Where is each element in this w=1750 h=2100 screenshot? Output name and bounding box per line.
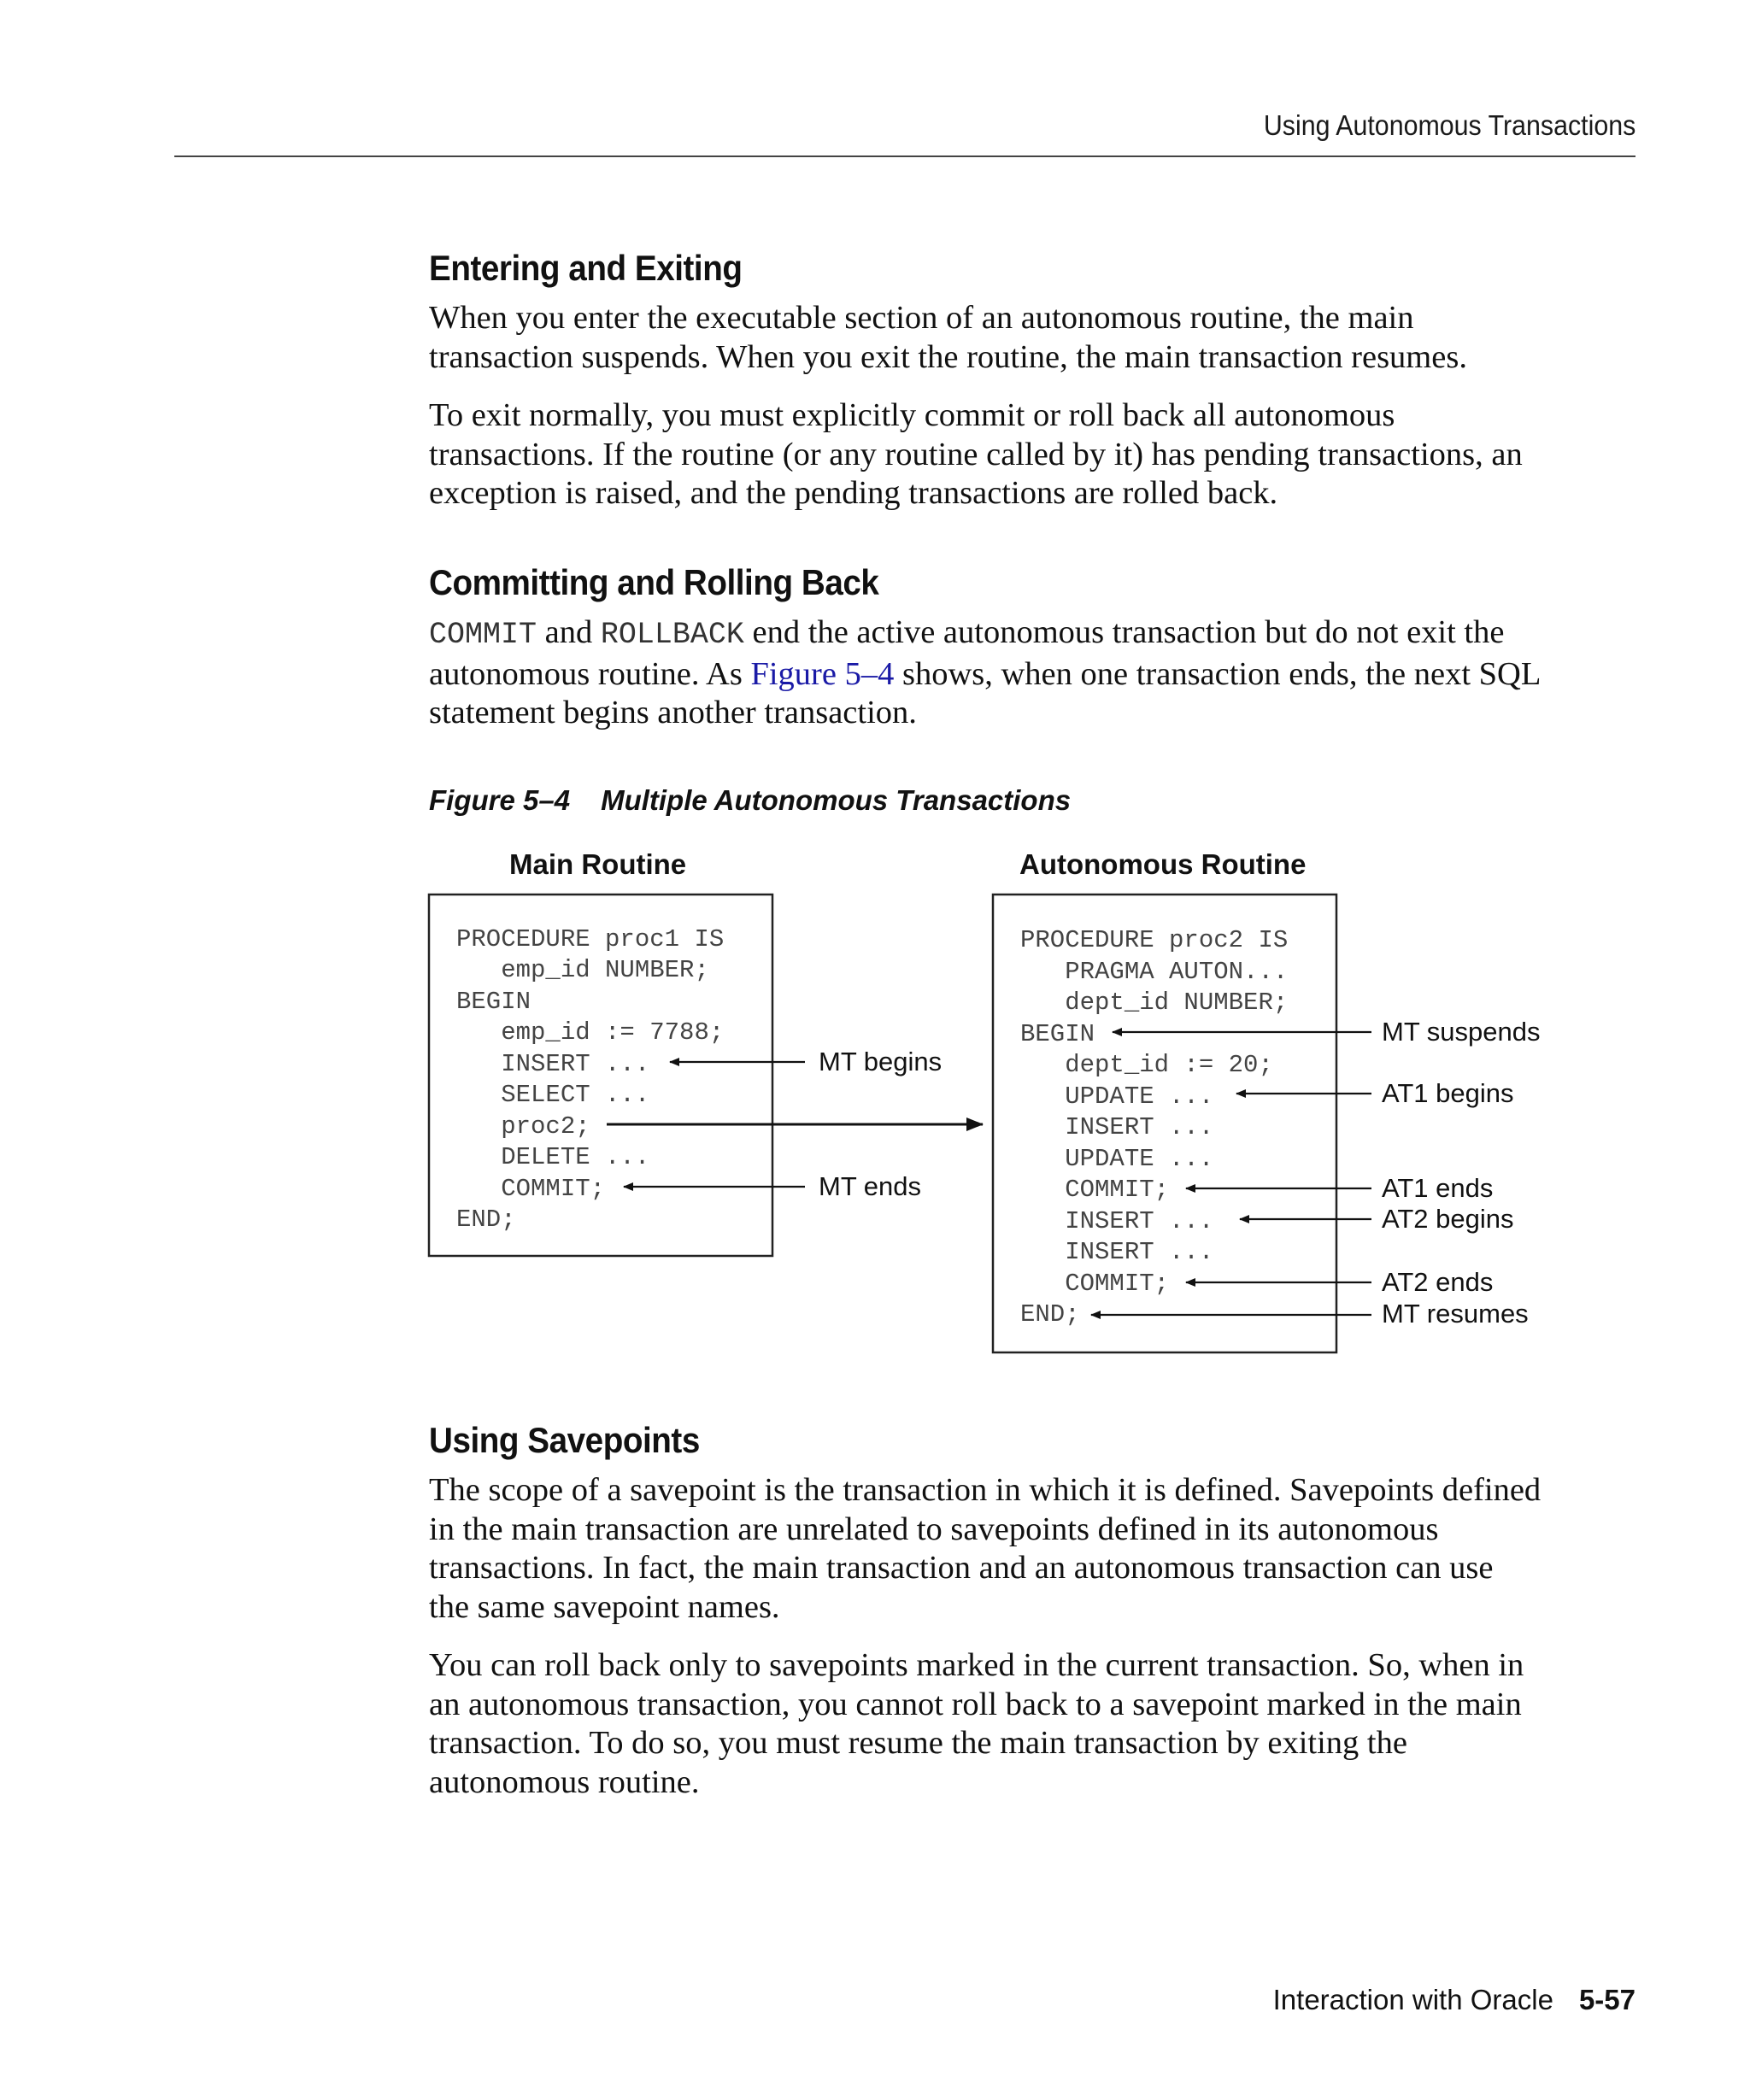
code-line: INSERT ... bbox=[456, 1050, 650, 1078]
code-line: UPDATE ... bbox=[1020, 1082, 1214, 1111]
code-line: INSERT ... bbox=[1020, 1238, 1214, 1266]
text-line: the same savepoint names. bbox=[429, 1588, 780, 1625]
text-run: autonomous routine. As bbox=[429, 655, 751, 692]
label-at1-ends: AT1 ends bbox=[1382, 1173, 1494, 1203]
page-footer bbox=[1273, 1984, 1635, 2016]
autonomous-routine-heading: Autonomous Routine bbox=[1019, 848, 1307, 880]
code-line: BEGIN bbox=[1020, 1020, 1095, 1048]
text-line: exception is raised, and the pending transactions are rolled back. bbox=[429, 475, 1278, 511]
code-line: PRAGMA AUTON... bbox=[1020, 958, 1289, 986]
text-line: an autonomous transaction, you cannot roll back to a savepoint marked in the main bbox=[429, 1686, 1522, 1722]
code-line: PROCEDURE proc2 IS bbox=[1020, 926, 1289, 954]
label-mt-suspends: MT suspends bbox=[1382, 1017, 1541, 1047]
main-routine-heading: Main Routine bbox=[509, 848, 687, 880]
code-line: COMMIT; bbox=[1020, 1270, 1170, 1298]
text-line: To exit normally, you must explicitly commit or roll back all autonomous bbox=[429, 397, 1395, 433]
code-line: INSERT ... bbox=[1020, 1113, 1214, 1141]
paragraph bbox=[429, 396, 1637, 513]
footer-chapter: Interaction with Oracle bbox=[1272, 1984, 1553, 2015]
label-mt-begins: MT begins bbox=[819, 1047, 943, 1076]
code-line: INSERT ... bbox=[1020, 1207, 1214, 1235]
code-line: END; bbox=[1020, 1300, 1080, 1329]
autonomous-routine-box bbox=[993, 895, 1336, 1352]
figure-title: Multiple Autonomous Transactions bbox=[601, 784, 1072, 816]
main-routine-box bbox=[429, 895, 772, 1256]
section-heading: Entering and Exiting bbox=[429, 248, 743, 288]
section-heading: Using Savepoints bbox=[429, 1420, 700, 1460]
text-run: statement begins another transaction. bbox=[429, 695, 917, 730]
code-line: DELETE ... bbox=[456, 1143, 650, 1171]
text-line: transactions. In fact, the main transaction and an autonomous transaction can use bbox=[429, 1550, 1494, 1586]
paragraph bbox=[429, 299, 1637, 377]
label-at2-ends: AT2 ends bbox=[1382, 1267, 1494, 1297]
figure-number: Figure 5–4 bbox=[429, 784, 571, 816]
figure-caption bbox=[429, 784, 1071, 817]
text-line: transactions. If the routine (or any routine called by it) has pending transactions, an bbox=[429, 436, 1523, 472]
annotation-arrows bbox=[607, 1032, 1371, 1315]
section-heading: Committing and Rolling Back bbox=[429, 562, 879, 602]
code-line: dept_id := 20; bbox=[1020, 1051, 1273, 1079]
text-line: When you enter the executable section of an autonomous routine, the main bbox=[429, 300, 1414, 336]
running-header: Using Autonomous Transactions bbox=[1263, 109, 1635, 141]
text-line: transaction. To do so, you must resume the main transaction by exiting the bbox=[429, 1725, 1407, 1761]
paragraph bbox=[429, 1471, 1637, 1627]
label-mt-ends: MT ends bbox=[819, 1171, 922, 1201]
section-entering-exiting bbox=[429, 248, 1637, 289]
text-line: You can roll back only to savepoints marked in the current transaction. So, when in bbox=[429, 1647, 1524, 1683]
code-line: emp_id NUMBER; bbox=[456, 956, 709, 984]
label-at1-begins: AT1 begins bbox=[1382, 1078, 1514, 1108]
code-line: COMMIT; bbox=[456, 1175, 606, 1203]
code-line: BEGIN bbox=[456, 988, 531, 1016]
text-line: in the main transaction are unrelated to savepoints defined in its autonomous bbox=[429, 1510, 1439, 1547]
code-line: SELECT ... bbox=[456, 1081, 650, 1109]
code-line: UPDATE ... bbox=[1020, 1145, 1214, 1173]
section-savepoints bbox=[429, 1420, 1637, 1461]
page-number: 5-57 bbox=[1578, 1984, 1635, 2015]
autonomous-routine-code bbox=[1020, 926, 1288, 1329]
code-line: END; bbox=[456, 1205, 516, 1234]
header-rule bbox=[174, 155, 1635, 157]
text-run: and bbox=[537, 614, 601, 650]
paragraph bbox=[429, 613, 1637, 733]
code-line: dept_id NUMBER; bbox=[1020, 988, 1289, 1017]
section-committing bbox=[429, 562, 1637, 603]
code-line: proc2; bbox=[456, 1112, 590, 1141]
inline-code: COMMIT bbox=[429, 618, 537, 652]
main-routine-code bbox=[456, 925, 724, 1234]
label-mt-resumes: MT resumes bbox=[1382, 1299, 1529, 1329]
text-line: autonomous routine. bbox=[429, 1763, 700, 1800]
text-line: The scope of a savepoint is the transaction in which it is defined. Savepoints defined bbox=[429, 1472, 1542, 1508]
code-line: PROCEDURE proc1 IS bbox=[456, 925, 725, 953]
figure-link[interactable]: Figure 5–4 bbox=[750, 655, 895, 692]
inline-code: ROLLBACK bbox=[600, 618, 744, 652]
text-line: transaction suspends. When you exit the routine, the main transaction resumes. bbox=[429, 338, 1467, 375]
paragraph bbox=[429, 1646, 1637, 1802]
code-line: COMMIT; bbox=[1020, 1176, 1170, 1204]
code-line: emp_id := 7788; bbox=[456, 1018, 725, 1047]
text-run: end the active autonomous transaction but do not exit the bbox=[743, 614, 1505, 650]
label-at2-begins: AT2 begins bbox=[1382, 1204, 1514, 1234]
text-run: shows, when one transaction ends, the next SQL bbox=[894, 655, 1542, 692]
